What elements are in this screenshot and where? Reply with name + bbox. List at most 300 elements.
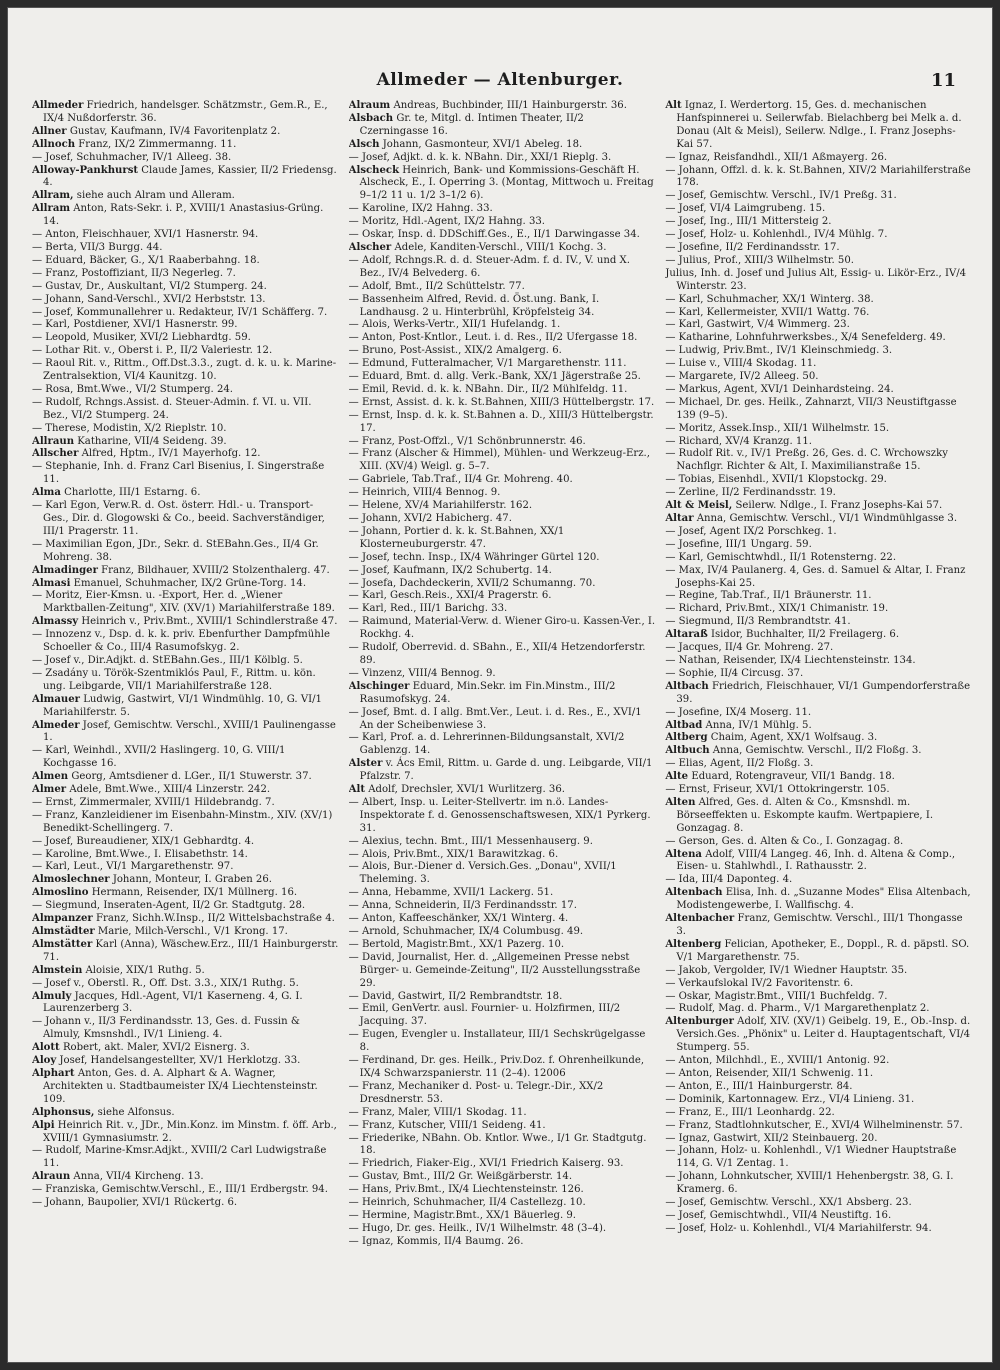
directory-entry xyxy=(349,100,656,113)
entry-surname: Alt & Meisl, xyxy=(665,500,733,512)
entry-surname: Allner xyxy=(32,125,67,137)
entry-text: — Emil, Revid. d. k. k. NBahn. Dir., II/2 Mühlfeldg. 11. xyxy=(348,383,628,395)
directory-entry xyxy=(349,1029,656,1055)
running-title: Allmeder — Altenburger. xyxy=(376,70,624,90)
entry-text: Adolf, VIII/4 Langeg. 46, Inh. d. Altena & Comp., Eisen- u. Stahlwhdl., I. Rathausstr. 2. xyxy=(676,848,956,873)
entry-surname: Alphart xyxy=(32,1067,75,1079)
entry-surname: Altenbach xyxy=(665,887,723,899)
entry-text: — Emil, GenVertr. ausl. Fournier- u. Holzfirmen, III/2 Jacquing. 37. xyxy=(348,1003,621,1028)
entry-text: Hermann, Reisender, IX/1 Müllnerg. 16. xyxy=(91,887,298,899)
directory-entry xyxy=(32,190,339,203)
entry-text: — Siegmund, Inseraten-Agent, II/2 Gr. Stadtgutg. 28. xyxy=(32,900,306,912)
directory-entry xyxy=(665,797,972,836)
entry-text: Franz, Sichh.W.Insp., II/2 Wittelsbachstraße 4. xyxy=(95,913,335,925)
directory-entry xyxy=(32,849,339,862)
entry-text: — Friedrich, Fiaker-Eig., XVI/1 Friedrich Kaiserg. 93. xyxy=(348,1158,624,1170)
entry-text: — Ernst, Friseur, XVI/1 Ottokringerstr. 105. xyxy=(665,784,890,796)
directory-entry xyxy=(349,952,656,991)
entry-text: — Jakob, Vergolder, IV/1 Wiedner Hauptstr. 35. xyxy=(665,964,908,976)
directory-entry xyxy=(665,655,972,668)
directory-entry xyxy=(349,513,656,526)
entry-surname: Almstätter xyxy=(32,938,93,950)
directory-entry xyxy=(349,113,656,139)
entry-text: — Vinzenz, VIII/4 Bennog. 9. xyxy=(348,667,496,679)
directory-entry xyxy=(349,500,656,513)
entry-text: — Josef, Kaufmann, IX/2 Schubertg. 14. xyxy=(348,564,552,576)
directory-entry xyxy=(349,526,656,552)
entry-text: Robert, akt. Maler, XVI/2 Eisnerg. 3. xyxy=(62,1042,250,1054)
directory-entry xyxy=(32,448,339,461)
directory-entry xyxy=(349,991,656,1004)
entry-text: Andreas, Buchbinder, III/1 Hainburgerstr. 36. xyxy=(393,100,627,111)
entry-text: — Rudolf, Rchngs.Assist. d. Steuer-Admin. f. VI. u. VII. Bez., VI/2 Stumperg. 24. xyxy=(32,396,312,421)
entry-text: — Josef, Holz- u. Kohlenhdl., VI/4 Mariahilferstr. 94. xyxy=(665,1222,932,1234)
directory-entry xyxy=(349,913,656,926)
entry-text: — Eduard, Bmt. d. allg. Verk.-Bank, XX/1 Jägerstraße 25. xyxy=(348,371,641,383)
entry-text: — Karl, Kellermeister, XVII/1 Wattg. 76. xyxy=(665,306,870,318)
entry-text: — Josefine, IX/4 Moserg. 11. xyxy=(665,706,812,718)
directory-entry xyxy=(349,758,656,784)
entry-text: — Karl Egon, Verw.R. d. Ost. österr. Hdl.- u. Transport-Ges., Dir. d. Glogowski & Co., beeid. Sachverständiger, III/1 Pragerstr. 11. xyxy=(32,500,325,537)
entry-text: — Karl, Leut., VI/1 Margarethenstr. 97. xyxy=(32,861,234,873)
entry-text: — Alexius, techn. Bmt., III/1 Messenhauserg. 9. xyxy=(348,835,593,847)
entry-text: — Katharine, Lohnfuhrwerksbes., X/4 Senefelderg. 49. xyxy=(665,332,946,344)
directory-entry xyxy=(32,913,339,926)
column-3 xyxy=(665,100,972,1350)
entry-text: — Rudolf Rit. v., IV/1 Preßg. 26, Ges. d. C. Wrchowszky Nachflgr. Richter & Alt, I. Maximilianstraße 15. xyxy=(665,448,948,473)
entry-text: — Gustav, Dr., Auskultant, VI/2 Stumperg. 24. xyxy=(32,280,267,292)
entry-text: — Helene, XV/4 Mariahilferstr. 162. xyxy=(348,500,533,512)
entry-text: — Bassenheim Alfred, Revid. d. Öst.ung. Bank, I. Landhausg. 2 u. Hinterbrühl, Kröpfelsteig 34. xyxy=(348,293,600,318)
directory-entry xyxy=(349,152,656,165)
directory-entry xyxy=(32,861,339,874)
entry-surname: Alma xyxy=(32,487,61,499)
entry-text: — Arnold, Schuhmacher, IX/4 Columbusg. 49. xyxy=(348,926,584,937)
entry-text: — Bruno, Post-Assist., XIX/2 Amalgerg. 6. xyxy=(348,345,562,357)
entry-text: — Josef v., Dir.Adjkt. d. StEBahn.Ges., III/1 Kölblg. 5. xyxy=(32,654,303,666)
directory-entry xyxy=(32,500,339,539)
entry-text: Ludwig, Gastwirt, VI/1 Windmühlg. 10, G. VI/1 Mariahilferstr. 5. xyxy=(43,693,322,718)
entry-text: — Gabriele, Tab.Traf., II/4 Gr. Mohreng. 40. xyxy=(348,474,573,486)
entry-text: — Johann, Sand-Verschl., XVI/2 Herbststr. 13. xyxy=(32,293,266,305)
entry-surname: Altenberg xyxy=(665,938,722,950)
entry-surname: Almen xyxy=(32,771,69,783)
directory-entry xyxy=(665,500,972,513)
entry-surname: Almoslechner xyxy=(32,874,110,886)
directory-entry xyxy=(349,474,656,487)
directory-entry xyxy=(32,423,339,436)
entry-surname: Altbad xyxy=(665,719,703,731)
entry-text: Anton, Rats-Sekr. i. P., XVIII/1 Anastasius-Grüng. 14. xyxy=(43,203,324,228)
directory-entry xyxy=(32,900,339,913)
directory-entry xyxy=(665,978,972,991)
directory-entry xyxy=(665,371,972,384)
directory-entry xyxy=(349,410,656,436)
entry-text: Josef, Gemischtw. Verschl., XVIII/1 Paulinengasse 1. xyxy=(43,719,336,744)
directory-entry xyxy=(32,100,339,126)
entry-text: — David, Journalist, Her. d. „Allgemeinen Presse nebst Bürger- u. Gemeinde-Zeitung", II/2 Ausstellungsstraße 29. xyxy=(348,951,641,989)
entry-surname: Almassy xyxy=(32,616,79,628)
entry-text: — Moritz, Assek.Insp., XII/1 Wilhelmstr. 15. xyxy=(665,422,890,434)
directory-entry xyxy=(349,900,656,913)
directory-entry xyxy=(665,707,972,720)
entry-text: Emanuel, Schuhmacher, IX/2 Grüne-Torg. 14. xyxy=(73,577,307,589)
entry-text: — Jacques, II/4 Gr. Mohreng. 27. xyxy=(665,642,834,654)
entry-text: — Franz, Maler, VIII/1 Skodag. 11. xyxy=(348,1106,527,1118)
directory-entry xyxy=(32,784,339,797)
directory-entry xyxy=(349,397,656,410)
entry-text: — Josef, Agent IX/2 Porschkeg. 1. xyxy=(665,525,837,537)
directory-entry xyxy=(665,565,972,591)
directory-entry xyxy=(32,242,339,255)
entry-text: — Ida, III/4 Daponteg. 4. xyxy=(665,874,793,886)
entry-columns xyxy=(32,100,972,1350)
entry-surname: Alott xyxy=(32,1042,60,1054)
directory-entry xyxy=(32,590,339,616)
entry-text: — Rudolf, Oberrevid. d. SBahn., E., XII/4 Hetzendorferstr. 89. xyxy=(348,642,646,666)
directory-entry xyxy=(665,1068,972,1081)
directory-entry xyxy=(32,668,339,694)
entry-text: — Josef, Schuhmacher, IV/1 Alleeg. 38. xyxy=(32,151,232,163)
entry-text: — Zsadány u. Török-Szentmiklós Paul, F., Rittm. u. kön. ung. Leibgarde, VII/1 Mariahilferstraße 128. xyxy=(32,667,316,692)
entry-text: Alfred, Hptm., IV/1 Mayerhofg. 12. xyxy=(81,448,261,460)
entry-text: — Maximilian Egon, JDr., Sekr. d. StEBahn.Ges., II/4 Gr. Mohreng. 38. xyxy=(32,538,319,563)
directory-entry xyxy=(32,384,339,397)
entry-text: Anna, VII/4 Kircheng. 13. xyxy=(73,1171,204,1183)
entry-text: — Moritz, Eier-Kmsn. u. -Export, Her. d. „Wiener Marktballen-Zeitung", XIV. (XV/1) Mariahilferstraße 189. xyxy=(32,590,335,615)
directory-entry xyxy=(32,539,339,565)
page-number: 11 xyxy=(930,70,956,91)
entry-text: — Michael, Dr. ges. Heilk., Zahnarzt, VII/3 Neustiftgasse 139 (9–5). xyxy=(665,396,957,421)
entry-text: — Franz, Stadtlohnkutscher, E., XVI/4 Wilhelminenstr. 57. xyxy=(665,1119,963,1131)
directory-entry xyxy=(32,939,339,965)
directory-entry xyxy=(665,758,972,771)
directory-entry xyxy=(32,565,339,578)
entry-text: Franz, Bildhauer, XVIII/2 Stolzenthalerg. 47. xyxy=(101,564,330,576)
directory-entry xyxy=(32,139,339,152)
directory-entry xyxy=(32,345,339,358)
directory-entry xyxy=(32,461,339,487)
directory-entry xyxy=(32,487,339,500)
directory-entry xyxy=(32,1042,339,1055)
entry-text: — Josef, Gemischtw. Verschl., IV/1 Preßg. 31. xyxy=(665,190,897,202)
directory-entry xyxy=(665,190,972,203)
directory-entry xyxy=(349,552,656,565)
entry-text: — Josef, Gemischtwhdl., VII/4 Neustiftg. 16. xyxy=(665,1209,892,1221)
directory-entry xyxy=(665,513,972,526)
directory-entry xyxy=(349,1081,656,1107)
entry-text: — Eugen, Evengler u. Installateur, III/1 Sechskrügelgasse 8. xyxy=(348,1029,646,1054)
entry-surname: Alscheck xyxy=(348,164,400,176)
entry-text: — Albert, Insp. u. Leiter-Stellvertr. im n.ö. Landes-Inspektorate f. d. Genossenschaftswesen, XIX/1 Pyrkerg. 31. xyxy=(348,796,651,834)
directory-entry xyxy=(665,1171,972,1197)
entry-text: Adele, Kanditen-Verschl., VIII/1 Kochg. 3. xyxy=(394,241,607,253)
entry-text: — Ludwig, Priv.Bmt., IV/1 Kleinschmiedg. 3. xyxy=(665,345,893,357)
directory-entry xyxy=(349,1055,656,1081)
entry-text: Jacques, Hdl.-Agent, VI/1 Kaserneng. 4, G. I. Laurenzerberg 3. xyxy=(43,990,303,1015)
entry-surname: Aloy xyxy=(32,1055,57,1067)
entry-text: Julius, Inh. d. Josef und Julius Alt, Essig- u. Likör-Erz., IV/4 Winterstr. 23. xyxy=(665,267,967,292)
entry-text: — Karl, Gastwirt, V/4 Wimmerg. 23. xyxy=(665,319,850,331)
entry-text: — Therese, Modistin, X/2 Rieplstr. 10. xyxy=(32,422,227,434)
entry-surname: Allraun xyxy=(32,435,75,447)
entry-text: Gr. te, Mitgl. d. Intimen Theater, II/2 Czerningasse 16. xyxy=(359,112,584,137)
directory-entry xyxy=(665,668,972,681)
entry-text: — Regine, Tab.Traf., II/1 Bräunerstr. 11. xyxy=(665,590,872,602)
directory-entry xyxy=(665,319,972,332)
entry-text: — Rudolf, Marine-Kmsr.Adjkt., XVIII/2 Carl Ludwigstraße 11. xyxy=(32,1145,327,1170)
directory-entry xyxy=(349,448,656,474)
directory-entry xyxy=(665,836,972,849)
page-header xyxy=(8,70,992,96)
entry-text: Anna, Gemischtw. Verschl., II/2 Floßg. 3. xyxy=(712,745,922,757)
entry-surname: Alsbach xyxy=(348,112,394,124)
directory-entry xyxy=(349,1133,656,1159)
entry-text: Adolf, Drechsler, XVI/1 Wurlitzerg. 36. xyxy=(368,784,565,796)
directory-entry xyxy=(665,526,972,539)
directory-entry xyxy=(349,668,656,681)
entry-text: — Raoul Rit. v., Rittm., Off.Dst.3.3., zugt. d. k. u. k. Marine-Zentralsektion, VI/4 Kaunitzg. 10. xyxy=(32,358,337,383)
directory-entry xyxy=(349,1210,656,1223)
directory-entry xyxy=(665,629,972,642)
directory-entry xyxy=(665,165,972,191)
directory-entry xyxy=(665,1081,972,1094)
directory-entry xyxy=(665,1210,972,1223)
entry-text: — Karl, Schuhmacher, XX/1 Winterg. 38. xyxy=(665,293,874,305)
directory-entry xyxy=(32,126,339,139)
directory-entry xyxy=(32,307,339,320)
entry-text: — Richard, XV/4 Kranzg. 11. xyxy=(665,435,812,447)
entry-surname: Allram, xyxy=(32,190,74,202)
entry-text: Heinrich Rit. v., JDr., Min.Konz. im Minstm. f. öff. Arb., XVIII/1 Gymnasiumstr. 2. xyxy=(43,1119,337,1144)
directory-entry xyxy=(665,203,972,216)
directory-entry xyxy=(349,332,656,345)
directory-entry xyxy=(32,926,339,939)
entry-text: — Oskar, Magistr.Bmt., VIII/1 Buchfeldg. 7. xyxy=(665,990,888,1002)
directory-entry xyxy=(32,1068,339,1107)
entry-text: — Hermine, Magistr.Bmt., XX/1 Bäuerleg. 9. xyxy=(348,1209,576,1221)
entry-text: Georg, Amtsdiener d. LGer., II/1 Stuwerstr. 37. xyxy=(71,771,312,783)
entry-surname: Almstein xyxy=(32,964,83,976)
directory-entry xyxy=(32,578,339,591)
entry-text: — Josef, Kommunallehrer u. Redakteur, IV/1 Schäfferg. 7. xyxy=(32,306,328,318)
entry-text: — Johann v., II/3 Ferdinandsstr. 13, Ges. d. Fussin & Almuly, Kmsnshdl., IV/1 Linieng. 4. xyxy=(32,1016,300,1041)
directory-entry xyxy=(32,1145,339,1171)
entry-text: — Anton, Post-Kntlor., Leut. i. d. Res., II/2 Ufergasse 18. xyxy=(348,332,638,344)
directory-entry xyxy=(349,1236,656,1249)
entry-text: — Edmund, Futteralmacher, V/1 Margarethenstr. 111. xyxy=(348,358,627,370)
entry-text: Heinrich v., Priv.Bmt., XVIII/1 Schindlerstraße 47. xyxy=(81,616,338,628)
directory-entry xyxy=(665,255,972,268)
entry-text: — Karl, Postdiener, XVI/1 Hasnerstr. 99. xyxy=(32,319,238,331)
entry-text: — Ignaz, Kommis, II/4 Baumg. 26. xyxy=(348,1235,524,1247)
entry-text: — Lothar Rit. v., Oberst i. P., II/2 Valeriestr. 12. xyxy=(32,345,273,357)
entry-text: — Markus, Agent, XVI/1 Deinhardsteing. 24. xyxy=(665,383,894,395)
directory-entry xyxy=(349,578,656,591)
entry-text: Adolf, XIV. (XV/1) Geibelg. 19, E., Ob.-Insp. d. Versich.Ges. „Phönix" u. Leiter d. Hauptagentschaft, VI/4 Stumperg. 55. xyxy=(676,1016,971,1054)
entry-text: Heinrich, Bank- und Kommissions-Geschäft H. Alscheck, E., I. Operring 3. (Montag, Mittwoch u. Freitag 9–1/2 11 u. 1/2 3–1/2 6). xyxy=(359,164,654,202)
directory-entry xyxy=(32,797,339,810)
entry-text: Seilerw. Ndlge., I. Franz Josephs-Kai 57. xyxy=(735,500,943,512)
entry-text: Isidor, Buchhalter, II/2 Freilagerg. 6. xyxy=(710,629,900,641)
entry-text: — Karl, Weinhdl., XVII/2 Haslingerg. 10, G. VIII/1 Kochgasse 16. xyxy=(32,745,286,770)
directory-entry xyxy=(665,1016,972,1055)
directory-entry xyxy=(665,100,972,152)
entry-text: — Josef, Bmt. d. I allg. Bmt.Ver., Leut. i. d. Res., E., XVI/1 An der Scheibenwiese 3. xyxy=(348,706,642,731)
entry-surname: Almauer xyxy=(32,693,80,705)
directory-entry xyxy=(665,745,972,758)
entry-text: — Margarete, IV/2 Alleeg. 50. xyxy=(665,371,819,383)
directory-entry xyxy=(32,397,339,423)
entry-surname: Alpi xyxy=(32,1119,55,1131)
entry-surname: Almoslino xyxy=(32,887,89,899)
directory-entry xyxy=(665,216,972,229)
entry-surname: Alraum xyxy=(348,100,391,111)
entry-surname: Almer xyxy=(32,784,67,796)
entry-text: — Josefa, Dachdeckerin, XVII/2 Schumanng. 70. xyxy=(348,577,596,589)
directory-entry xyxy=(349,861,656,887)
entry-text: — Josef, Gemischtw. Verschl., XX/1 Absberg. 23. xyxy=(665,1197,912,1209)
directory-entry xyxy=(665,849,972,875)
directory-entry xyxy=(349,1223,656,1236)
entry-text: — Moritz, Hdl.-Agent, IX/2 Hahng. 33. xyxy=(348,216,545,228)
entry-text: — Leopold, Musiker, XVI/2 Liebhardtg. 59. xyxy=(32,332,251,344)
directory-entry xyxy=(349,384,656,397)
directory-entry xyxy=(665,474,972,487)
directory-entry xyxy=(32,874,339,887)
entry-text: Katharine, VII/4 Seideng. 39. xyxy=(77,435,227,447)
directory-entry xyxy=(349,797,656,836)
directory-entry xyxy=(32,810,339,836)
directory-entry xyxy=(32,319,339,332)
entry-text: — Max, IV/4 Paulanerg. 4, Ges. d. Samuel & Altar, I. Franz Josephs-Kai 25. xyxy=(665,564,966,589)
column-1 xyxy=(32,100,339,1350)
directory-entry xyxy=(665,681,972,707)
entry-surname: Almuly xyxy=(32,990,72,1002)
directory-entry xyxy=(349,255,656,281)
directory-entry xyxy=(665,332,972,345)
directory-entry xyxy=(665,345,972,358)
directory-entry xyxy=(665,397,972,423)
entry-text: Gustav, Kaufmann, IV/4 Favoritenplatz 2. xyxy=(69,125,281,137)
entry-text: Anna, IV/1 Mühlg. 5. xyxy=(705,719,812,731)
entry-text: — Josef, Ing., III/1 Mittersteig 2. xyxy=(665,216,832,228)
directory-entry xyxy=(32,294,339,307)
directory-entry xyxy=(32,268,339,281)
entry-text: — Karl, Red., III/1 Barichg. 33. xyxy=(348,603,508,615)
directory-entry xyxy=(665,539,972,552)
directory-entry xyxy=(665,1120,972,1133)
entry-text: — Karl, Gemischtwhdl., II/1 Rotensterng. 22. xyxy=(665,551,897,563)
entry-text: Anna, Gemischtw. Verschl., VI/1 Windmühlgasse 3. xyxy=(696,513,958,524)
directory-entry xyxy=(665,1145,972,1171)
entry-text: — Josef, Bureaudiener, XIX/1 Gebhardtg. 4. xyxy=(32,835,255,847)
entry-text: — Karoline, IX/2 Hahng. 33. xyxy=(348,203,493,215)
entry-text: — Franz, Kanzleidiener im Eisenbahn-Minstm., XIV. (XV/1) Benedikt-Schellingerg. 7. xyxy=(32,809,333,834)
entry-text: — Johann, Baupolier, XVI/1 Rückertg. 6. xyxy=(32,1197,238,1209)
entry-surname: Almadinger xyxy=(32,564,98,576)
entry-text: v. Ács Emil, Rittm. u. Garde d. ung. Leibgarde, VII/1 Pfalzstr. 7. xyxy=(359,758,653,783)
entry-surname: Almpanzer xyxy=(32,913,93,925)
entry-text: — Berta, VII/3 Burgg. 44. xyxy=(32,241,163,253)
directory-entry xyxy=(665,642,972,655)
entry-text: — Friederike, NBahn. Ob. Kntlor. Wwe., I/1 Gr. Stadtgutg. 18. xyxy=(348,1132,647,1157)
entry-surname: Alphonsus, xyxy=(32,1106,95,1118)
entry-text: — Karl, Gesch.Reis., XXI/4 Pragerstr. 6. xyxy=(348,590,552,602)
entry-text: — Verkaufslokal IV/2 Favoritenstr. 6. xyxy=(665,977,854,989)
entry-text: — Heinrich, Schuhmacher, II/4 Castellezg. 10. xyxy=(348,1197,586,1209)
directory-entry xyxy=(32,1120,339,1146)
directory-entry xyxy=(32,887,339,900)
directory-entry xyxy=(349,203,656,216)
column-2 xyxy=(349,100,656,1350)
directory-entry xyxy=(349,487,656,500)
entry-surname: Altar xyxy=(665,513,694,524)
directory-entry xyxy=(665,242,972,255)
entry-surname: Altbach xyxy=(665,680,709,692)
entry-surname: Alloway-Pankhurst xyxy=(32,164,139,176)
directory-entry xyxy=(665,887,972,913)
entry-text: — Anton, Reisender, XII/1 Schwenig. 11. xyxy=(665,1067,874,1079)
entry-text: — Heinrich, VIII/4 Bennog. 9. xyxy=(348,487,501,499)
entry-text: — Raimund, Material-Verw. d. Wiener Giro-u. Kassen-Ver., I. Rockhg. 4. xyxy=(348,616,656,641)
entry-text: Franz, Gemischtw. Verschl., III/1 Thongasse 3. xyxy=(676,913,963,937)
entry-text: — Adolf, Bmt., II/2 Schüttelstr. 77. xyxy=(348,280,525,292)
directory-entry xyxy=(349,1120,656,1133)
directory-entry xyxy=(349,590,656,603)
entry-text: — Johann, Holz- u. Kohlenhdl., V/1 Wiedner Hauptstraße 114, G. V/1 Zentag. 1. xyxy=(665,1145,957,1170)
directory-entry xyxy=(32,436,339,449)
entry-text: — Bertold, Magistr.Bmt., XX/1 Pazerg. 10. xyxy=(348,938,565,950)
entry-surname: Alsch xyxy=(348,138,380,150)
directory-entry xyxy=(349,836,656,849)
entry-surname: Alster xyxy=(348,758,383,770)
entry-text: Josef, Handelsangestellter, XV/1 Herklotzg. 33. xyxy=(59,1055,301,1067)
entry-surname: Alten xyxy=(665,796,696,808)
directory-entry xyxy=(349,732,656,758)
entry-text: — Anton, Kaffeeschänker, XX/1 Winterg. 4. xyxy=(348,913,569,925)
directory-entry xyxy=(349,784,656,797)
directory-entry xyxy=(349,165,656,204)
entry-text: — Karl, Prof. a. d. Lehrerinnen-Bildungsanstalt, XVI/2 Gablenzg. 14. xyxy=(348,732,625,757)
directory-entry xyxy=(665,294,972,307)
entry-text: Elisa, Inh. d. „Suzanne Modes" Elisa Altenbach, Modistengewerbe, I. Wallfischg. 4. xyxy=(676,887,971,912)
entry-text: — Stephanie, Inh. d. Franz Carl Bisenius, I. Singerstraße 11. xyxy=(32,461,325,486)
directory-entry xyxy=(349,345,656,358)
directory-entry xyxy=(665,1197,972,1210)
entry-text: Claude James, Kassier, II/2 Friedensg. 4. xyxy=(43,164,337,189)
directory-entry xyxy=(32,152,339,165)
directory-page xyxy=(8,8,992,1362)
directory-entry xyxy=(349,616,656,642)
entry-surname: Allscher xyxy=(32,448,79,460)
entry-text: — Siegmund, II/3 Rembrandtstr. 41. xyxy=(665,616,851,628)
entry-text: — Johann, Offzl. d. k. k. St.Bahnen, XIV/2 Mariahilferstraße 178. xyxy=(665,164,971,189)
entry-surname: Alt xyxy=(348,784,366,796)
directory-entry xyxy=(32,1107,339,1120)
entry-text: — David, Gastwirt, II/2 Rembrandtstr. 18. xyxy=(348,990,563,1002)
entry-text: — Anna, Schneiderin, II/3 Ferdinandsstr. 17. xyxy=(348,900,577,912)
entry-surname: Altenburger xyxy=(665,1016,734,1028)
entry-text: — Eduard, Bäcker, G., X/1 Raaberbahng. 18. xyxy=(32,254,260,266)
entry-text: Anton, Ges. d. A. Alphart & A. Wagner, Architekten u. Stadtbaumeister IX/4 Liechtensteinstr. 109. xyxy=(43,1067,318,1105)
directory-entry xyxy=(665,384,972,397)
directory-entry xyxy=(32,1197,339,1210)
entry-text: — Rosa, Bmt.Wwe., VI/2 Stumperg. 24. xyxy=(32,383,234,395)
entry-text: Ignaz, I. Werdertorg. 15, Ges. d. mechanischen Hanfspinnerei u. Seilerwfab. Bielachberg bei Melk a. d. Donau (Alt & Meisl), Seilerw. Ndlge., I. Franz Josephs-Kai 57. xyxy=(676,100,962,150)
entry-text: — Josef, VI/4 Laimgrubeng. 15. xyxy=(665,203,826,215)
directory-entry xyxy=(32,836,339,849)
